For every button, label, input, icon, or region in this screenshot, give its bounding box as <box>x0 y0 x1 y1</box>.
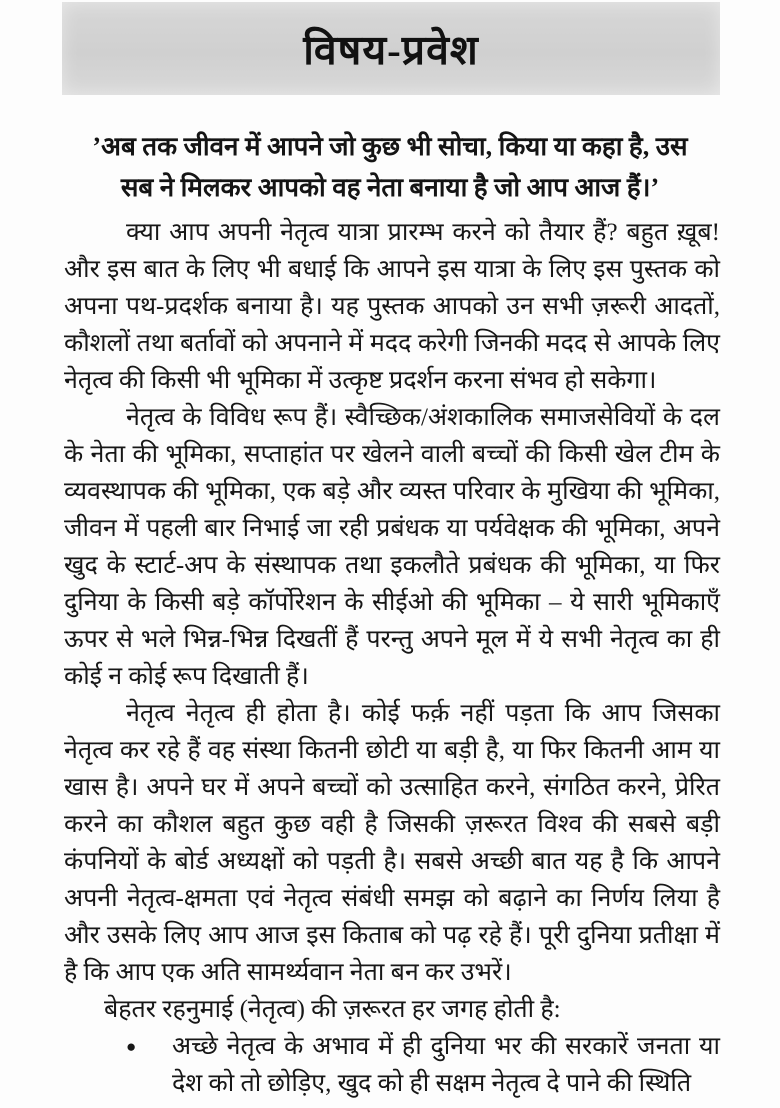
lead-in-line: बेहतर रहनुमाई (नेतृत्व) की ज़रूरत हर जगह होती है: <box>104 996 561 1023</box>
bullet-icon: ● <box>126 1037 137 1056</box>
paragraph-3: नेतृत्व नेतृत्व ही होता है। कोई फर्क़ नहीं पड़ता कि आप जिसका नेतृत्व कर रहे हैं वह संस्था कितनी छोटी या बड़ी है, या फिर कितनी आम या खास है। अपने घर में अपने बच्चों को उत्साहित करने, संगठित करने, प्रेरित करने का कौशल बहुत कुछ वही है जिसकी ज़रूरत विश्व की सबसे बड़ी कंपनियों के बोर्ड अध्यक्षों को पड़ती है। सबसे अच्छी बात यह है कि आपने अपनी नेतृत्व-क्षमता एवं नेतृत्व संबंधी समझ को बढ़ाने का निर्णय लिया है और उसके लिए आप आज इस किताब को पढ़ रहे हैं। पूरी दुनिया प्रतीक्षा में है कि आप एक अति सामर्थ्यवान नेता बन कर उभरें। <box>64 700 720 986</box>
bullet-text: अच्छे नेतृत्व के अभाव में ही दुनिया भर की सरकारें जनता या देश को तो छोड़िए, खुद को ही सक्षम नेतृत्व दे पाने की स्थिति <box>172 1033 720 1097</box>
paragraph-2: नेतृत्व के विविध रूप हैं। स्वैच्छिक/अंशकालिक समाजसेवियों के दल के नेता की भूमिका, सप्ताहांत पर खेलने वाली बच्चों की किसी खेल टीम के व्यवस्थापक की भूमिका, एक बड़े और व्यस्त परिवार के मुखिया की भूमिका, जीवन में पहली बार निभाई जा रही प्रबंधक या पर्यवेक्षक की भूमिका, अपने खुद के स्टार्ट-अप के संस्थापक तथा इकलौते प्रबंधक की भूमिका, या फिर दुनिया के किसी बड़े कॉर्पोरेशन के सीईओ की भूमिका – ये सारी भूमिकाएँ ऊपर से भले भिन्न-भिन्न दिखतीं हैं परन्तु अपने मूल में ये सभी नेतृत्व का ही कोई न कोई रूप दिखाती हैं। <box>64 404 720 690</box>
body-text-column <box>64 214 720 1102</box>
chapter-title-band <box>62 2 720 95</box>
epigraph-quote <box>70 126 710 208</box>
quote-line-1: ’अब तक जीवन में आपने जो कुछ भी सोचा, किया या कहा है, उस <box>92 132 688 161</box>
paragraph-1: क्या आप अपनी नेतृत्व यात्रा प्रारम्भ करने को तैयार हैं? बहुत ख़ूब! और इस बात के लिए भी बधाई कि आपने इस यात्रा के लिए इस पुस्तक को अपना पथ-प्रदर्शक बनाया है। यह पुस्तक आपको उन सभी ज़रूरी आदतों, कौशलों तथा बर्तावों को अपनाने में मदद करेगी जिनकी मदद से आपके लिए नेतृत्व की किसी भी भूमिका में उत्कृष्ट प्रदर्शन करना संभव हो सकेगा। <box>64 219 720 394</box>
quote-line-2: सब ने मिलकर आपको वह नेता बनाया है जो आप आज हैं।’ <box>120 173 660 202</box>
list-item <box>64 1028 720 1102</box>
chapter-title: विषय-प्रवेश <box>303 26 479 73</box>
